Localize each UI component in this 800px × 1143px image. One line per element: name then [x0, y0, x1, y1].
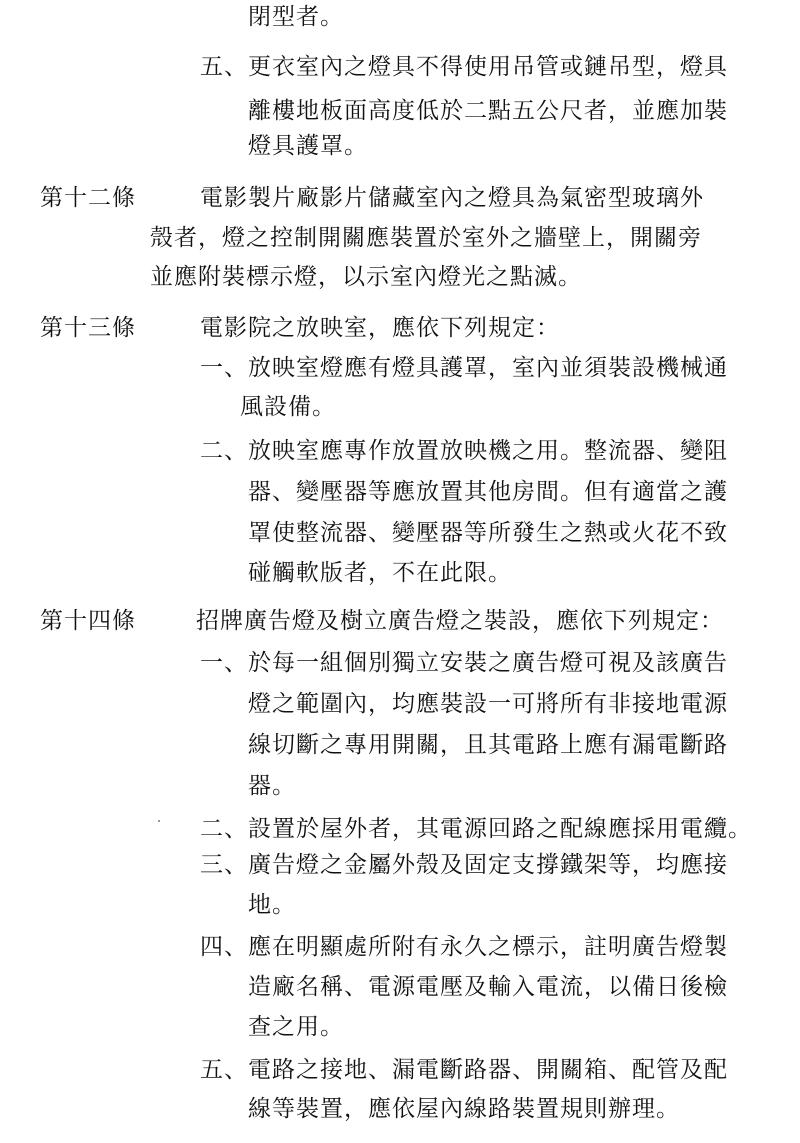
text-line: 燈之範圍內，均應裝設一可將所有非接地電源: [248, 691, 728, 717]
list-item: 三、廣告燈之金屬外殼及固定支撐鐵架等，均應接: [200, 852, 728, 878]
text-line: 離樓地板面高度低於二點五公尺者，並應加裝: [248, 98, 728, 124]
text-line: 招牌廣告燈及樹立廣告燈之裝設，應依下列規定：: [196, 608, 724, 634]
article-number: 第十二條: [40, 185, 136, 211]
list-item: 二、設置於屋外者，其電源回路之配線應採用電纜。: [200, 816, 752, 842]
text-line: 碰觸軟版者，不在此限。: [248, 560, 512, 586]
list-item: 五、更衣室內之燈具不得使用吊管或鏈吊型，燈具: [200, 54, 728, 80]
text-line: 殼者，燈之控制開關應裝置於室外之牆壁上，開關旁: [150, 225, 702, 251]
list-item: 二、放映室應專作放置放映機之用。整流器、變阻: [200, 438, 728, 464]
scan-speck: [158, 820, 160, 822]
text-line: 器。: [248, 773, 296, 799]
list-item: 一、於每一組個別獨立安裝之廣告燈可視及該廣告: [200, 650, 728, 676]
text-line: 風設備。: [240, 394, 336, 420]
text-line: 造廠名稱、電源電壓及輸入電流，以備日後檢: [248, 974, 728, 1000]
text-line: 燈具護罩。: [248, 133, 368, 159]
text-line: 電影製片廠影片儲藏室內之燈具為氣密型玻璃外: [200, 185, 704, 211]
list-item: 一、放映室燈應有燈具護罩，室內並須裝設機械通: [200, 355, 728, 381]
article-number: 第十四條: [40, 608, 136, 634]
text-line: 地。: [248, 892, 296, 918]
text-line: 電影院之放映室，應依下列規定：: [200, 315, 560, 341]
text-line: 閉型者。: [248, 4, 344, 30]
text-line: 並應附裝標示燈，以示室內燈光之點滅。: [150, 264, 582, 290]
list-item: 四、應在明顯處所附有永久之標示，註明廣告燈製: [200, 934, 728, 960]
article-number: 第十三條: [40, 315, 136, 341]
text-line: 線等裝置，應依屋內線路裝置規則辦理。: [248, 1096, 680, 1122]
text-line: 線切斷之專用開關，且其電路上應有漏電斷路: [248, 732, 728, 758]
text-line: 器、變壓器等應放置其他房間。但有適當之護: [248, 479, 728, 505]
text-line: 罩使整流器、變壓器等所發生之熱或火花不致: [248, 520, 728, 546]
list-item: 五、電路之接地、漏電斷路器、開關箱、配管及配: [200, 1057, 728, 1083]
text-line: 查之用。: [248, 1014, 344, 1040]
